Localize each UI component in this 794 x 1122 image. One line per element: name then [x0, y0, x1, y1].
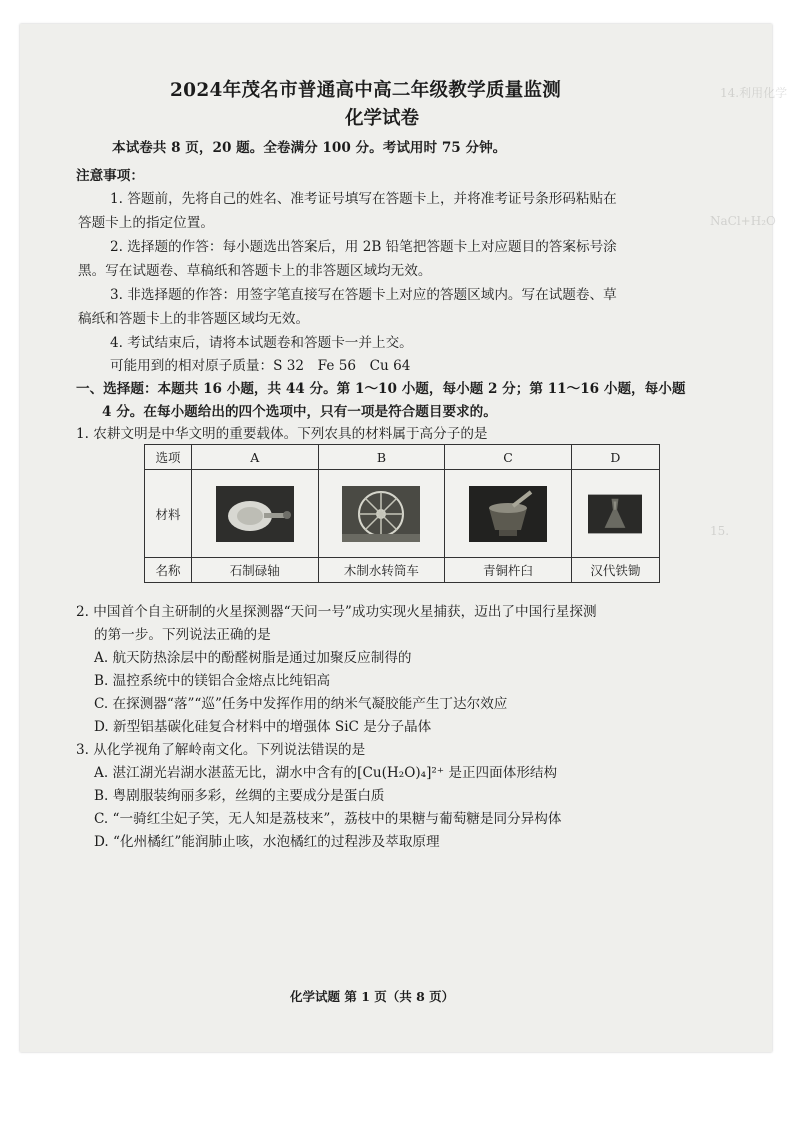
- option-b-label: B: [318, 445, 445, 470]
- option-b-name: 木制水转筒车: [318, 558, 445, 583]
- exam-page: [20, 24, 788, 1052]
- option-d-photo-cell: [571, 470, 659, 558]
- question-1-options-table: [144, 444, 660, 583]
- row-label-material: 材料: [145, 470, 192, 558]
- question-2-stem-line-1: 2. 中国首个自主研制的火星探测器“天问一号”成功实现火星捕获，迈出了中国行星探测: [76, 604, 597, 620]
- option-b-photo-cell: [318, 470, 445, 558]
- option-c-name: 青铜杵臼: [445, 558, 572, 583]
- section-1-line-1: 一、选择题：本题共 16 小题，共 44 分。第 1～10 小题，每小题 2 分；第 11～16 小题，每小题: [76, 381, 686, 397]
- option-c-photo-cell: [445, 470, 572, 558]
- option-c-label: C: [445, 445, 572, 470]
- table-row: [145, 470, 660, 558]
- bleed-through-text: 14.利用化学: [720, 86, 788, 100]
- exam-subtitle: 化学试卷: [345, 108, 420, 129]
- exam-intro: 本试卷共 8 页，20 题。全卷满分 100 分。考试用时 75 分钟。: [112, 140, 507, 156]
- water-wheel-photo: [342, 486, 420, 542]
- option-d-name: 汉代铁锄: [571, 558, 659, 583]
- iron-hoe-photo: [588, 481, 642, 547]
- question-3-stem: 3. 从化学视角了解岭南文化。下列说法错误的是: [76, 742, 366, 758]
- notes-heading: 注意事项：: [76, 168, 144, 184]
- question-2-stem-line-2: 的第一步。下列说法正确的是: [94, 627, 271, 643]
- page-footer: 化学试题 第 1 页（共 8 页）: [290, 989, 455, 1004]
- note-1-line-1: 1. 答题前，先将自己的姓名、准考证号填写在答题卡上，并将准考证号条形码粘贴在: [110, 191, 617, 207]
- question-3-option-b: B. 粤剧服装绚丽多彩，丝绸的主要成分是蛋白质: [94, 788, 385, 804]
- bleed-through-text: 15.: [710, 524, 730, 538]
- option-d-label: D: [571, 445, 659, 470]
- note-3-line-1: 3. 非选择题的作答：用签字笔直接写在答题卡上对应的答题区域内。写在试题卷、草: [110, 287, 617, 303]
- option-a-name: 石制碌轴: [192, 558, 319, 583]
- question-3-option-a: A. 湛江湖光岩湖水湛蓝无比，湖水中含有的[Cu(H₂O)₄]²⁺ 是正四面体形结构: [94, 765, 558, 781]
- table-row: [145, 558, 660, 583]
- row-label-option: 选项: [145, 445, 192, 470]
- note-2-line-1: 2. 选择题的作答：每小题选出答案后，用 2B 铅笔把答题卡上对应题目的答案标号涂: [110, 239, 617, 255]
- question-1-stem: 1. 农耕文明是中华文明的重要载体。下列农具的材料属于高分子的是: [76, 426, 488, 442]
- option-a-photo-cell: [192, 470, 319, 558]
- question-2-option-d: D. 新型铝基碳化硅复合材料中的增强体 SiC 是分子晶体: [94, 719, 432, 735]
- bleed-through-text: NaCl+H₂O: [710, 214, 776, 228]
- atomic-masses: 可能用到的相对原子质量：S 32 Fe 56 Cu 64: [110, 358, 411, 374]
- note-1-line-2: 答题卡上的指定位置。: [78, 215, 214, 231]
- row-label-name: 名称: [145, 558, 192, 583]
- table-row: [145, 445, 660, 470]
- question-3-option-c: C. “一骑红尘妃子笑，无人知是荔枝来”，荔枝中的果糖与葡萄糖是同分异构体: [94, 811, 562, 827]
- question-2-option-c: C. 在探测器“落”“巡”任务中发挥作用的纳米气凝胶能产生丁达尔效应: [94, 696, 508, 712]
- note-3-line-2: 稿纸和答题卡上的非答题区域均无效。: [78, 311, 310, 327]
- bronze-mortar-photo: [469, 486, 547, 542]
- question-3-option-d: D. “化州橘红”能润肺止咳，水泡橘红的过程涉及萃取原理: [94, 834, 440, 850]
- question-2-option-a: A. 航天防热涂层中的酚醛树脂是通过加聚反应制得的: [94, 650, 412, 666]
- question-2-option-b: B. 温控系统中的镁铝合金熔点比纯铝高: [94, 673, 331, 689]
- note-2-line-2: 黑。写在试题卷、草稿纸和答题卡上的非答题区域均无效。: [78, 263, 432, 279]
- section-1-line-2: 4 分。在每小题给出的四个选项中，只有一项是符合题目要求的。: [102, 404, 497, 420]
- option-a-label: A: [192, 445, 319, 470]
- stone-roller-photo: [216, 486, 294, 542]
- exam-title: 2024年茂名市普通高中高二年级教学质量监测: [170, 80, 562, 101]
- note-4: 4. 考试结束后，请将本试题卷和答题卡一并上交。: [110, 335, 413, 351]
